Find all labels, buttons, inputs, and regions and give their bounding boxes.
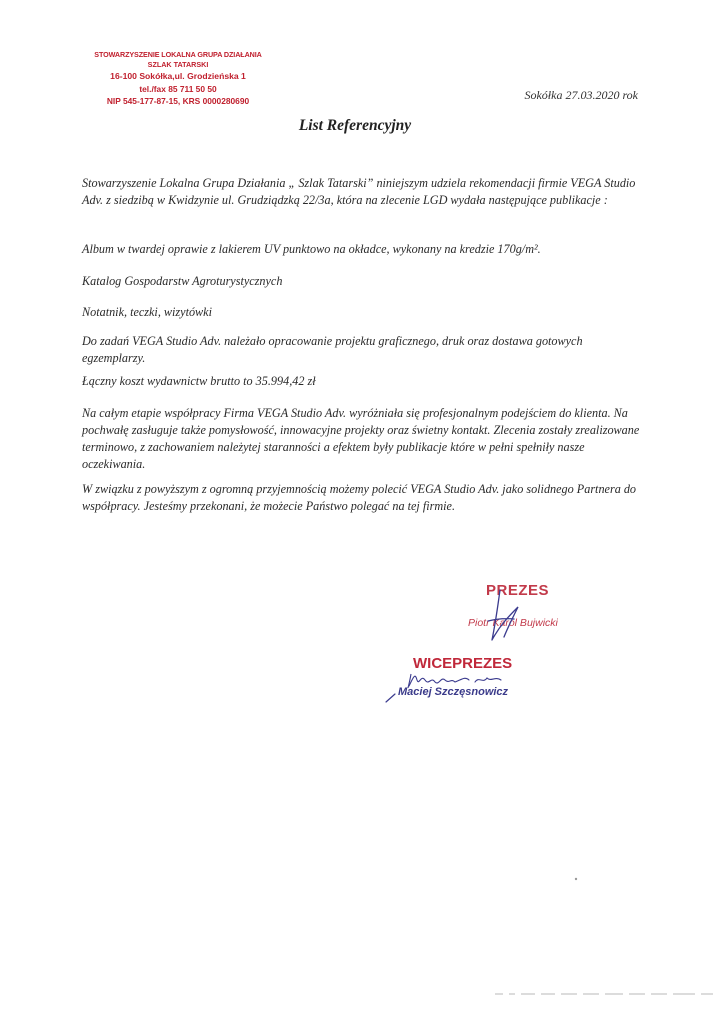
stamp-line-ids: NIP 545-177-87-15, KRS 0000280690 — [106, 96, 250, 107]
paragraph-total-cost: Łączny koszt wydawnictw brutto to 35.994,42 zł — [82, 374, 316, 388]
scan-edge-marks — [495, 990, 715, 998]
vice-president-stamp-name: Maciej Szczęsnowicz — [398, 686, 509, 698]
president-signature — [470, 585, 540, 645]
paragraph-tasks: Do zadań VEGA Studio Adv. należało opracowanie projektu graficznego, druk oraz dostawa gotowych egzemplarzy. — [82, 334, 583, 365]
document-title — [0, 117, 724, 135]
place-and-date: Sokółka 27.03.2020 rok — [524, 88, 638, 102]
organization-stamp — [88, 50, 268, 108]
stamp-line-subname: SZLAK TATARSKI — [147, 59, 209, 69]
vice-signature-tick — [384, 690, 398, 704]
stamp-line-address: 16-100 Sokółka,ul. Grodzieńska 1 — [110, 71, 246, 82]
scan-dot — [573, 876, 579, 882]
paragraph-album: Album w twardej oprawie z lakierem UV punktowo na okładce, wykonany na kredzie 170g/m². — [82, 242, 541, 256]
document-title-text: List Referencyjny — [298, 117, 412, 134]
paragraph-notebook: Notatnik, teczki, wizytówki — [82, 305, 212, 319]
president-stamp-title: PREZES — [486, 582, 550, 599]
president-stamp-name: Piotr Karol Bujwicki — [468, 617, 558, 629]
vice-president-stamp-title: WICEPREZES — [413, 655, 513, 672]
stamp-line-name: STOWARZYSZENIE LOKALNA GRUPA DZIAŁANIA — [94, 50, 262, 59]
paragraph-recommendation: W związku z powyższym z ogromną przyjemnością możemy polecić VEGA Studio Adv. jako solidnego Partnera do współpracy. Jesteśmy przekonani, że możecie Państwo polegać na tej firmie. — [82, 482, 637, 513]
paragraph-cooperation: Na całym etapie współpracy Firma VEGA Studio Adv. wyróżniała się profesjonalnym podejściem do klienta. Na pochwałę zasługuje także pomysłowość, innowacyjne projekty oraz świetny kontakt. Zlecenia zostały zrealizowane terminowo, z zachowaniem należytej staranności a efektem były publikacje które w pełni spełniły nasze oczekiwania. — [82, 406, 640, 471]
paragraph-intro: Stowarzyszenie Lokalna Grupa Działania „ Szlak Tatarski” niniejszym udziela rekomendacji firmie VEGA Studio Adv. z siedzibą w Kwidzynie ul. Grudziądzką 22/3a, która na zlecenie LGD wydała następujące publikacje : — [82, 176, 636, 207]
stamp-line-phone: tel./fax 85 711 50 50 — [139, 84, 217, 95]
paragraph-catalog: Katalog Gospodarstw Agroturystycznych — [82, 274, 283, 288]
